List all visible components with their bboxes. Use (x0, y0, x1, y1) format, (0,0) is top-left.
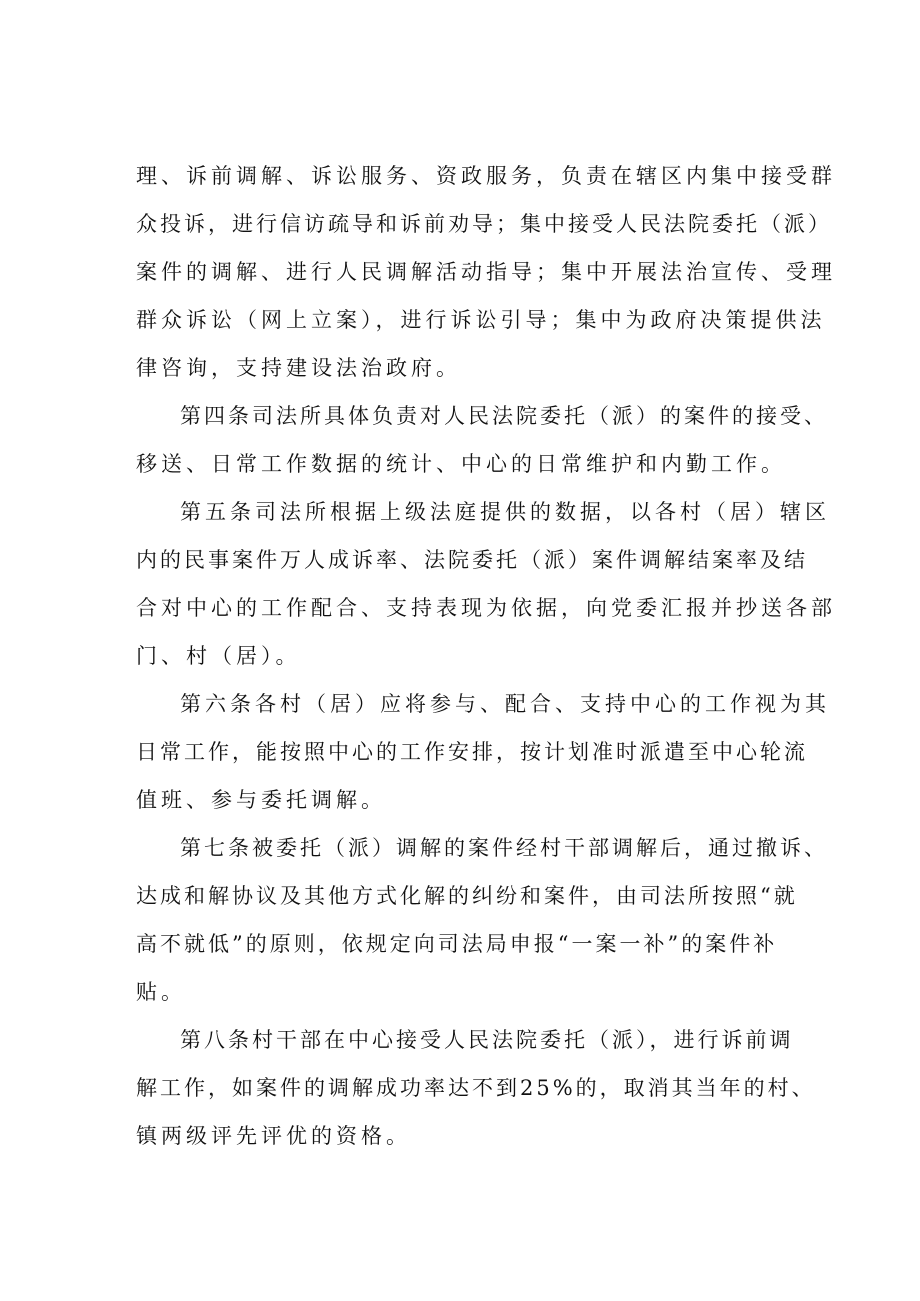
text-line: 解工作，如案件的调解成功率达不到25%的，取消其当年的村、 (136, 1076, 816, 1100)
text-line: 门、村（居）。 (136, 644, 301, 668)
text-line: 内的民事案件万人成诉率、法院委托（派）案件调解结案率及结 (136, 548, 808, 572)
text-line: 理、诉前调解、诉讼服务、资政服务，负责在辖区内集中接受群 (136, 164, 836, 188)
text-line: 高不就低”的原则，依规定向司法局申报“一案一补”的案件补 (136, 932, 778, 956)
text-line: 镇两级评先评优的资格。 (136, 1124, 411, 1148)
text-line: 合对中心的工作配合、支持表现为依据，向党委汇报并抄送各部 (136, 596, 836, 620)
text-line: 日常工作，能按照中心的工作安排，按计划准时派遣至中心轮流 (136, 740, 808, 764)
article-4-line: 第四条司法所具体负责对人民法院委托（派）的案件的接受、 (180, 404, 828, 428)
text-line: 贴。 (136, 980, 186, 1004)
article-7-line: 第七条被委托（派）调解的案件经村干部调解后，通过撤诉、 (180, 836, 828, 860)
article-8-line: 第八条村干部在中心接受人民法院委托（派），进行诉前调 (180, 1028, 794, 1052)
document-body (136, 152, 836, 1160)
text-line: 达成和解协议及其他方式化解的纠纷和案件，由司法所按照“就 (136, 884, 798, 908)
text-line: 案件的调解、进行人民调解活动指导；集中开展法治宣传、受理 (136, 260, 836, 284)
article-6-line: 第六条各村（居）应将参与、配合、支持中心的工作视为其 (180, 692, 830, 716)
article-5-line: 第五条司法所根据上级法庭提供的数据，以各村（居）辖区 (180, 500, 830, 524)
text-line: 群众诉讼（网上立案），进行诉讼引导；集中为政府决策提供法 (136, 308, 826, 332)
text-line: 众投诉，进行信访疏导和诉前劝导；集中接受人民法院委托（派） (136, 212, 832, 236)
text-line: 值班、参与委托调解。 (136, 788, 386, 812)
text-line: 移送、日常工作数据的统计、中心的日常维护和内勤工作。 (136, 452, 786, 476)
text-line: 律咨询，支持建设法治政府。 (136, 356, 461, 380)
